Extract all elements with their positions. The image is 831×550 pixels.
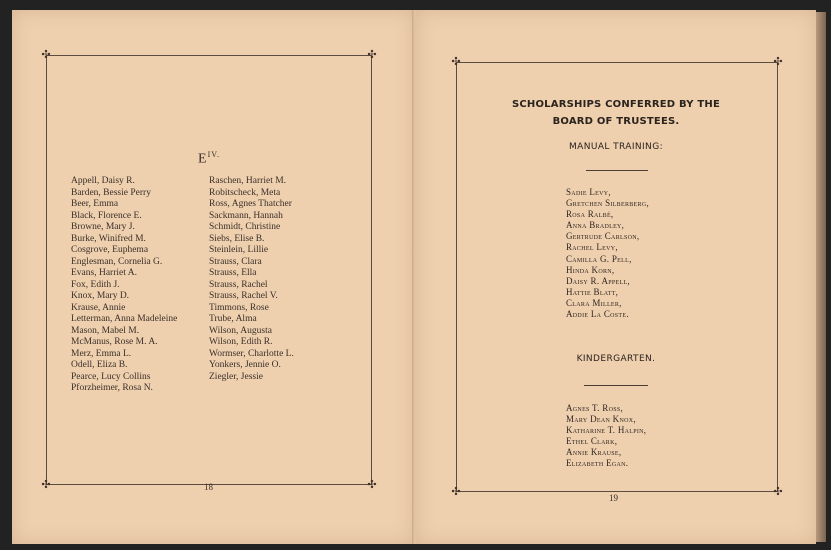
list-item: Ethel Clark,: [566, 436, 618, 447]
page-title: [496, 96, 736, 130]
corner-ornament-icon: ✣: [41, 479, 51, 491]
kindergarten-names: [566, 403, 646, 470]
list-item: Wormser, Charlotte L.: [209, 348, 294, 359]
manual-training-names: [566, 187, 649, 320]
list-item: Anna Bradley,: [566, 220, 625, 231]
title-line-2: BOARD OF TRUSTEES.: [552, 116, 680, 127]
list-item: Burke, Winifred M.: [71, 233, 146, 244]
list-item: Raschen, Harriet M.: [209, 176, 287, 186]
list-item: Mary Dean Knox,: [566, 414, 636, 425]
section-heading: [198, 150, 220, 168]
page-number-left: 18: [204, 482, 213, 492]
kindergarten-heading: KINDERGARTEN.: [576, 354, 656, 364]
section-letter: E: [198, 151, 208, 167]
list-item: Sackmann, Hannah: [209, 210, 283, 221]
section-superscript: IV.: [207, 150, 220, 159]
name-list-column-two: [209, 176, 294, 383]
list-item: Beer, Emma: [71, 199, 119, 209]
list-item: Camilla G. Pell,: [566, 253, 632, 264]
corner-ornament-icon: ✣: [451, 486, 461, 498]
list-item: Daisy R. Appell,: [566, 275, 630, 286]
list-item: Black, Florence E.: [71, 210, 142, 221]
list-item: Rosa Ralbé,: [566, 209, 614, 220]
corner-ornament-icon: ✣: [451, 56, 461, 68]
list-item: Clara Miller,: [566, 297, 622, 308]
list-item: Fox, Edith J.: [71, 279, 120, 290]
corner-ornament-icon: ✣: [773, 486, 783, 498]
left-page: [12, 10, 414, 544]
list-item: Strauss, Ella: [209, 268, 257, 278]
corner-ornament-icon: ✣: [773, 56, 783, 68]
divider-rule: [586, 170, 648, 171]
page-number-right: 19: [609, 493, 618, 503]
list-item: Odell, Eliza B.: [71, 360, 128, 370]
list-item: Strauss, Rachel: [209, 279, 268, 290]
list-item: Steinlein, Lillie: [209, 245, 269, 255]
list-item: Pearce, Lucy Collins: [71, 371, 151, 382]
list-item: Mason, Mabel M.: [71, 325, 140, 336]
list-item: Elizabeth Egan.: [566, 458, 629, 469]
list-item: Annie Krause,: [566, 447, 622, 458]
list-item: Letterman, Anna Madeleine: [71, 314, 178, 324]
list-item: Strauss, Clara: [209, 256, 262, 267]
list-item: Timmons, Rose: [209, 302, 269, 313]
divider-rule: [584, 385, 648, 386]
list-item: Yonkers, Jennie O.: [209, 360, 281, 370]
page-edge: [816, 12, 826, 542]
list-item: McManus, Rose M. A.: [71, 337, 158, 347]
list-item: Robitscheck, Meta: [209, 187, 281, 198]
list-item: Appell, Daisy R.: [71, 176, 135, 186]
list-item: Pforzheimer, Rosa N.: [71, 383, 153, 393]
list-item: Englesman, Cornelia G.: [71, 256, 163, 267]
list-item: Ross, Agnes Thatcher: [209, 199, 292, 209]
right-page: [416, 10, 816, 544]
list-item: Addie La Coste.: [566, 309, 629, 320]
list-item: Merz, Emma L.: [71, 348, 132, 359]
manual-training-heading: MANUAL TRAINING:: [569, 142, 663, 152]
list-item: Evans, Harriet A.: [71, 268, 137, 278]
list-item: Ziegler, Jessie: [209, 371, 263, 382]
list-item: Strauss, Rachel V.: [209, 291, 278, 301]
list-item: Knox, Mary D.: [71, 291, 130, 301]
list-item: Browne, Mary J.: [71, 222, 135, 232]
list-item: Rachel Levy,: [566, 242, 618, 253]
title-line-1: SCHOLARSHIPS CONFERRED BY THE: [511, 99, 721, 110]
list-item: Katharine T. Halpin,: [566, 425, 647, 436]
list-item: Sadie Levy,: [566, 187, 611, 197]
list-item: Barden, Bessie Perry: [71, 187, 151, 198]
list-item: Wilson, Augusta: [209, 325, 272, 336]
name-list-column-one: [71, 176, 177, 395]
corner-ornament-icon: ✣: [41, 49, 51, 61]
list-item: Siebs, Elise B.: [209, 233, 265, 244]
list-item: Hinda Korn,: [566, 264, 615, 275]
list-item: Cosgrove, Euphema: [71, 245, 149, 255]
corner-ornament-icon: ✣: [367, 479, 377, 491]
list-item: Wilson, Edith R.: [209, 337, 273, 347]
corner-ornament-icon: ✣: [367, 49, 377, 61]
list-item: Agnes T. Ross,: [566, 403, 624, 413]
list-item: Trube, Alma: [209, 314, 257, 324]
list-item: Krause, Annie: [71, 302, 126, 313]
list-item: Schmidt, Christine: [209, 222, 281, 232]
list-item: Hattie Blatt,: [566, 286, 619, 297]
list-item: Gertrude Carlson,: [566, 231, 640, 242]
list-item: Gretchen Silberberg,: [566, 198, 650, 209]
